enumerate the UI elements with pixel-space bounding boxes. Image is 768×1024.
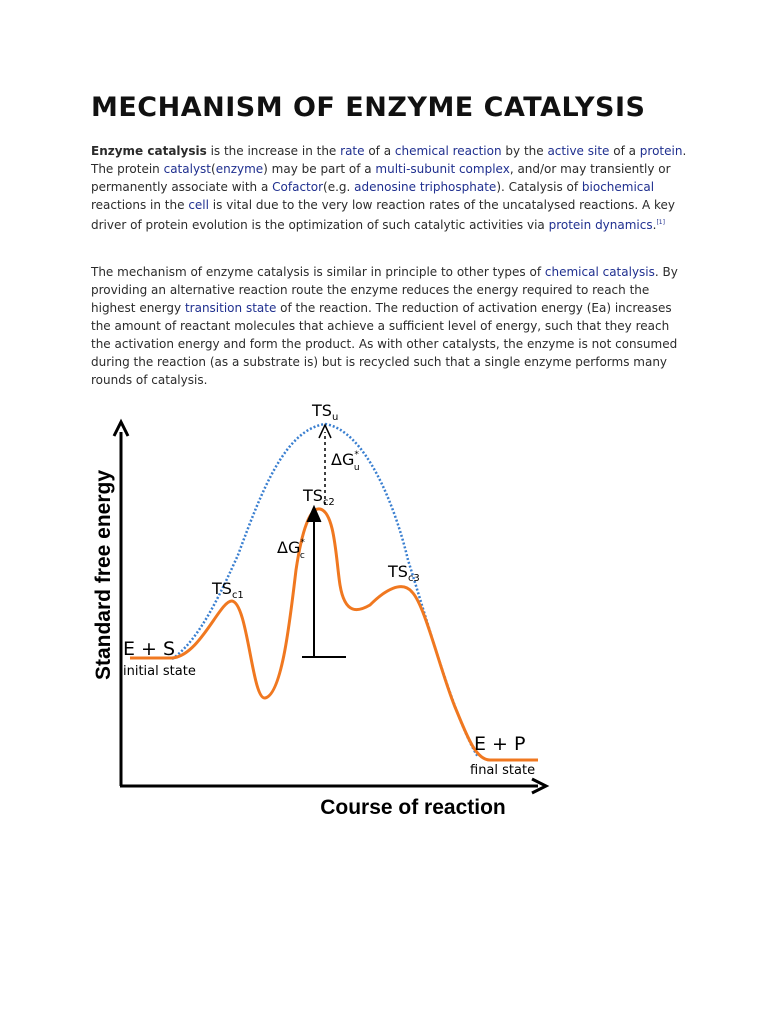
text-run: .	[652, 218, 657, 232]
link-chemical-reaction[interactable]: chemical reaction	[394, 144, 502, 158]
ts-uncatalyzed-label: $TS_u$	[312, 401, 339, 423]
link-chemical-catalysis[interactable]: chemical catalysis	[544, 265, 655, 279]
link-biochemical[interactable]: biochemical	[581, 180, 655, 194]
reference-marker[interactable]: [1]	[656, 219, 665, 226]
text-run: ). Catalysis of	[496, 180, 582, 194]
link-transition-state[interactable]: transition state	[184, 301, 277, 315]
final-state-label: final state	[470, 763, 536, 778]
link-cofactor[interactable]: Cofactor	[272, 180, 324, 194]
delta-g-catalyzed-label: ΔG* c	[277, 538, 305, 561]
link-enzyme[interactable]: enzyme	[215, 162, 264, 176]
link-rate[interactable]: rate	[340, 144, 365, 158]
products-label: E + P	[474, 733, 526, 755]
link-protein-dynamics[interactable]: protein dynamics	[548, 218, 653, 232]
text-run: of a	[609, 144, 640, 158]
text-run: . By providing an alternative reaction route the enzyme reduces the energy required to reach the highest energy	[91, 265, 678, 315]
initial-state-label: initial state	[123, 664, 196, 679]
text-run: reactions in the	[91, 198, 189, 212]
page-title: MECHANISM OF ENZYME CATALYSIS	[91, 92, 646, 123]
reactants-label: E + S	[123, 638, 176, 660]
mechanism-paragraph	[91, 263, 691, 389]
text-run: , and/or may transiently or permanently associate with a	[91, 162, 671, 194]
text-run: is the increase in the	[206, 144, 341, 158]
text-run: (	[211, 162, 216, 176]
catalyzed-curve	[130, 509, 538, 760]
text-run: (e.g.	[323, 180, 355, 194]
text-run: of the reaction. The reduction of activation energy (Ea) increases the amount of reactant molecules that achieve a sufficient level of energy, such that they reach the activation energy and form the product. As with other catalysts, the enzyme is not consumed during the reaction (as a substrate is) but is recycled such that a single enzyme performs many rounds of catalysis.	[91, 301, 678, 387]
link-multi-subunit-complex[interactable]: multi-subunit complex	[375, 162, 510, 176]
text-run: . The protein	[91, 144, 687, 176]
text-run: The mechanism of enzyme catalysis is similar in principle to other types of	[91, 265, 545, 279]
bold-lead: Enzyme catalysis	[91, 144, 207, 158]
link-active-site[interactable]: active site	[547, 144, 610, 158]
link-catalyst[interactable]: catalyst	[163, 162, 212, 176]
text-run: of a	[364, 144, 395, 158]
ts-c1-label: $TS_{c1}$	[212, 579, 244, 601]
text-run: ) may be part of a	[263, 162, 376, 176]
link-adenosine-triphosphate[interactable]: adenosine triphosphate	[354, 180, 497, 194]
x-axis-label: Course of reaction	[320, 796, 506, 819]
link-cell[interactable]: cell	[188, 198, 209, 212]
y-axis-label: Standard free energy	[92, 469, 115, 681]
ts-c3-label: $TS_{c3}$	[388, 562, 420, 584]
delta-g-uncatalyzed-label: ΔG* u	[331, 450, 360, 473]
text-run: by the	[501, 144, 548, 158]
text-run: is vital due to the very low reaction rates of the uncatalysed reactions. A key driver of protein evolution is the optimization of such catalytic activities via	[91, 198, 676, 232]
ts-c2-label: $TS_{c2}$	[303, 486, 335, 508]
intro-paragraph	[91, 142, 691, 234]
energy-profile-diagram	[80, 395, 560, 830]
link-protein[interactable]: protein	[639, 144, 683, 158]
